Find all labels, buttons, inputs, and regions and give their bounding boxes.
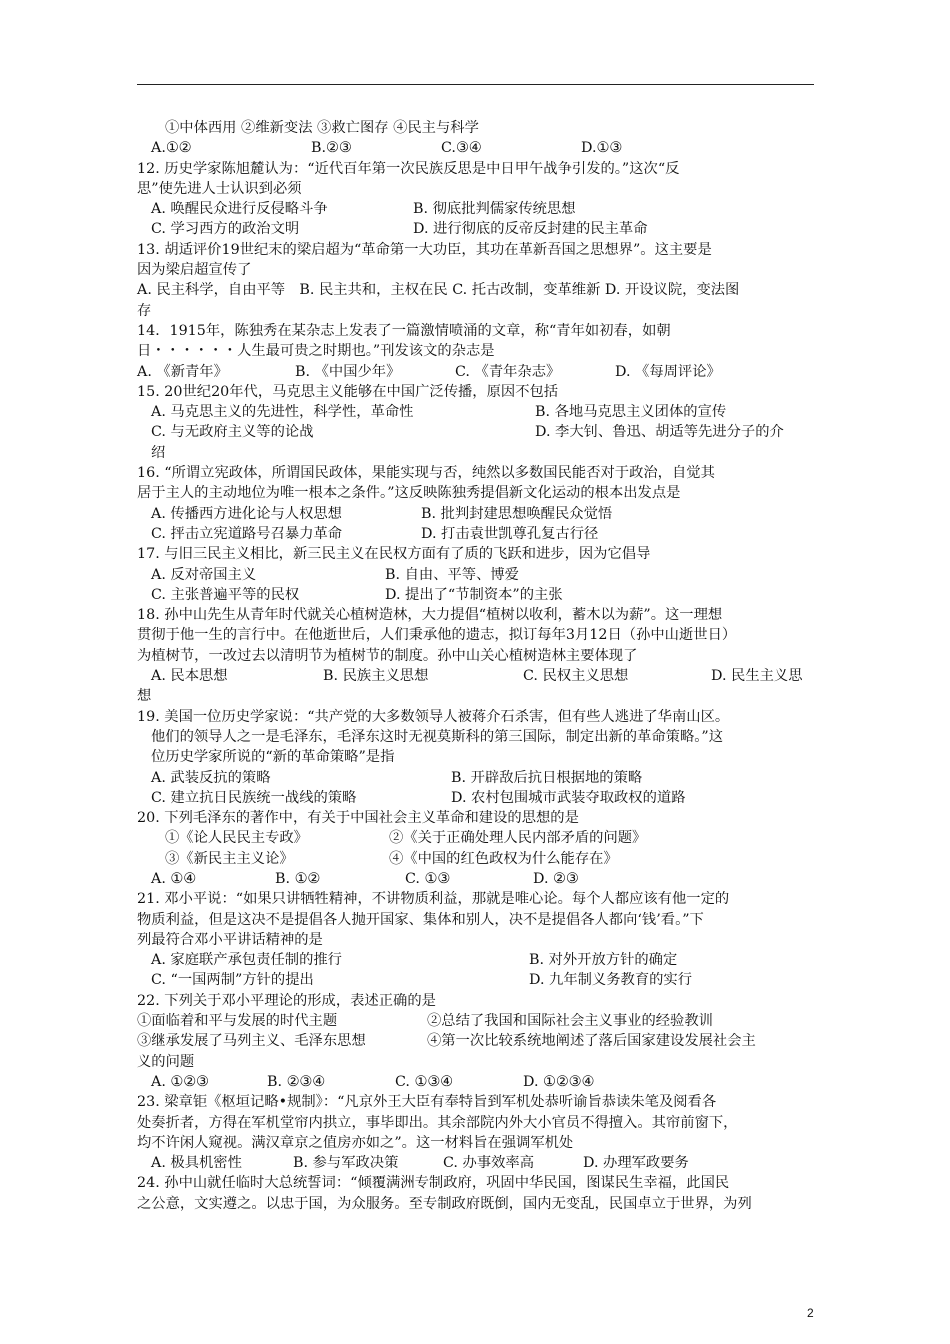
text-line xyxy=(137,260,817,280)
text-line xyxy=(137,788,817,808)
text-line xyxy=(137,1052,817,1072)
text-line xyxy=(137,1133,817,1153)
header-rule xyxy=(137,84,814,85)
text-segment: 位历史学家所说的“新的革命策略”是指 xyxy=(151,749,395,766)
text-line xyxy=(137,219,817,239)
text-segment: 日・・・・・・人生最可贵之时期也。”刊发该文的杂志是 xyxy=(137,343,495,360)
text-segment: C. 学习西方的政治文明 xyxy=(151,221,300,238)
text-segment: B. 各地马克思主义团体的宣传 xyxy=(535,404,727,421)
text-line xyxy=(137,1092,817,1112)
text-line xyxy=(137,362,817,382)
text-line xyxy=(137,504,817,524)
text-segment: A. 《新青年》 xyxy=(137,363,228,380)
text-segment: A. ①④ xyxy=(151,870,197,887)
text-line xyxy=(137,828,817,848)
text-segment: B. 《中国少年》 xyxy=(295,363,401,380)
text-segment: A. 唤醒民众进行反侵略斗争 xyxy=(151,201,328,218)
text-line xyxy=(137,666,817,686)
text-segment: 22. 下列关于邓小平理论的形成，表述正确的是 xyxy=(137,992,436,1009)
page-number: 2 xyxy=(807,1306,814,1320)
text-line xyxy=(137,1194,817,1214)
text-segment: B. 民族主义思想 xyxy=(323,668,429,685)
text-line xyxy=(137,565,817,585)
text-segment: 18. 孙中山先生从青年时代就关心植树造林，大力提倡“植树以收利，蓄木以为薪”。这一理想 xyxy=(137,607,723,624)
text-segment: 均不许闲人窥视。满汉章京之值房亦如之”。这一材料旨在强调军机处 xyxy=(137,1134,574,1151)
text-line xyxy=(137,341,817,361)
text-line xyxy=(137,179,817,199)
text-line xyxy=(137,240,817,260)
text-segment: A. ①②③ xyxy=(151,1073,209,1090)
text-segment: A. 武装反抗的策略 xyxy=(151,769,271,786)
text-segment: 物质利益，但是这决不是提倡各人抛开国家、集体和别人，决不是提倡各人都向‘钱’看。”下 xyxy=(137,911,704,928)
text-segment: 16. “所谓立宪政体，所谓国民政体，果能实现与否，纯然以多数国民能否对于政治，自觉其 xyxy=(137,465,715,482)
text-segment: A. 极具机密性 xyxy=(151,1155,242,1172)
text-segment: ②《关于正确处理人民内部矛盾的问题》 xyxy=(389,830,647,847)
text-line xyxy=(137,443,817,463)
text-segment: C.③④ xyxy=(441,140,482,157)
text-segment: B.②③ xyxy=(311,140,352,157)
text-segment: C. “一国两制”方针的提出 xyxy=(151,972,314,989)
text-segment: ①《论人民民主专政》 xyxy=(165,830,308,847)
text-line xyxy=(137,524,817,544)
text-line xyxy=(137,382,817,402)
text-segment: B. 对外开放方针的确定 xyxy=(529,952,678,969)
text-line xyxy=(137,625,817,645)
text-segment: 23. 梁章钜《枢垣记略•规制》：“凡京外王大臣有奉特旨到军机处恭听谕旨恭读朱笔及阅看各 xyxy=(137,1094,717,1111)
text-line xyxy=(137,199,817,219)
text-line xyxy=(137,869,817,889)
text-segment: ④第一次比较系统地阐述了落后国家建设发展社会主 xyxy=(427,1033,756,1050)
text-segment: 12. 历史学家陈旭麓认为：“近代百年第一次民族反思是中日甲午战争引发的。”这次“反 xyxy=(137,160,680,177)
text-segment: ②总结了我国和国际社会主义事业的经验教训 xyxy=(427,1013,713,1030)
text-segment: C. 办事效率高 xyxy=(443,1155,535,1172)
text-line xyxy=(137,991,817,1011)
text-segment: 列最符合邓小平讲话精神的是 xyxy=(137,931,323,948)
text-segment: D. 提出了“节制资本”的主张 xyxy=(385,586,563,603)
text-segment: ①中体西用 ②维新变法 ③救亡图存 ④民主与科学 xyxy=(165,120,479,136)
text-segment: 义的问题 xyxy=(137,1053,195,1070)
text-line xyxy=(137,585,817,605)
text-segment: 19. 美国一位历史学家说：“共产党的大多数领导人被蒋介石杀害，但有些人逃进了华南山区。 xyxy=(137,708,730,725)
text-segment: D. 打击袁世凯尊孔复古行径 xyxy=(421,525,599,542)
text-line xyxy=(137,118,817,138)
text-segment: ①面临着和平与发展的时代主题 xyxy=(137,1013,338,1030)
text-segment: D. 进行彻底的反帝反封建的民主革命 xyxy=(413,221,648,238)
text-segment: 17. 与旧三民主义相比，新三民主义在民权方面有了质的飞跃和进步，因为它倡导 xyxy=(137,546,651,563)
text-line xyxy=(137,707,817,727)
text-segment: 之公意，文实遵之。以忠于国，为众服务。至专制政府既倒，国内无变乱，民国卓立于世界，为列 xyxy=(137,1195,752,1212)
text-segment: 思”使先进人士认识到必须 xyxy=(137,180,302,197)
text-line xyxy=(137,1072,817,1092)
text-segment: C. 与无政府主义等的论战 xyxy=(151,424,314,441)
text-segment: B. ①② xyxy=(275,870,321,887)
text-segment: B. 彻底批判儒家传统思想 xyxy=(413,201,576,218)
text-segment: C. 民权主义思想 xyxy=(523,668,629,685)
text-segment: D. 《每周评论》 xyxy=(615,363,721,380)
text-line xyxy=(137,301,817,321)
text-segment: C. ①③ xyxy=(405,870,451,887)
text-line xyxy=(137,483,817,503)
text-segment: B. 自由、平等、博爱 xyxy=(385,566,519,583)
text-segment: 贯彻于他一生的言行中。在他逝世后，人们秉承他的遗志，拟订每年3月12日（孙中山逝世日） xyxy=(137,627,737,644)
text-line xyxy=(137,1153,817,1173)
text-segment: 存 xyxy=(137,302,152,319)
text-segment: 20. 下列毛泽东的著作中，有关于中国社会主义革命和建设的思想的是 xyxy=(137,810,579,827)
text-segment: B. ②③④ xyxy=(267,1073,326,1090)
text-segment: A. 民本思想 xyxy=(151,668,228,685)
text-segment: A. 传播西方进化论与人权思想 xyxy=(151,505,342,522)
text-segment: D. 九年制义务教育的实行 xyxy=(529,972,693,989)
text-line xyxy=(137,646,817,666)
text-line xyxy=(137,463,817,483)
text-segment: B. 参与军政决策 xyxy=(293,1155,399,1172)
text-segment: D. 办理军政要务 xyxy=(583,1155,689,1172)
text-segment: 24. 孙中山就任临时大总统誓词：“倾覆满洲专制政府，巩固中华民国，图谋民生幸福，此国民 xyxy=(137,1175,730,1192)
text-line xyxy=(137,686,817,706)
text-segment: D. ②③ xyxy=(533,870,579,887)
text-line xyxy=(137,950,817,970)
text-segment: C. 主张普遍平等的民权 xyxy=(151,586,300,603)
text-line xyxy=(137,544,817,564)
text-segment: 13. 胡适评价19世纪末的梁启超为“革命第一大功臣，其功在革新吾国之思想界”。这主要是 xyxy=(137,241,712,258)
text-segment: B. 开辟敌后抗日根据地的策略 xyxy=(451,769,643,786)
text-segment: 处奏折者，方得在军机堂帘内拱立，事毕即出。其余部院内外大小官员不得擅入。其帘前窗下， xyxy=(137,1114,738,1131)
text-segment: 想 xyxy=(137,688,152,705)
text-line xyxy=(137,1173,817,1193)
text-line xyxy=(137,1031,817,1051)
text-segment: A. 马克思主义的先进性，科学性，革命性 xyxy=(151,404,414,421)
text-line xyxy=(137,159,817,179)
text-segment: B. 批判封建思想唤醒民众觉悟 xyxy=(421,505,613,522)
text-line xyxy=(137,849,817,869)
text-line xyxy=(137,1011,817,1031)
text-line xyxy=(137,747,817,767)
text-segment: 绍 xyxy=(151,444,166,461)
text-line xyxy=(137,280,817,300)
text-segment: A. 反对帝国主义 xyxy=(151,566,257,583)
text-segment: ④《中国的红色政权为什么能存在》 xyxy=(389,850,618,867)
text-line xyxy=(137,808,817,828)
text-line xyxy=(137,138,817,158)
text-segment: D. 民生主义思 xyxy=(711,668,803,685)
text-segment: C. 《青年杂志》 xyxy=(455,363,561,380)
text-segment: 居于主人的主动地位为唯一根本之条件。”这反映陈独秀提倡新文化运动的根本出发点是 xyxy=(137,485,681,502)
text-segment: 21. 邓小平说：“如果只讲牺牲精神，不讲物质利益，那就是唯心论。每个人都应该有他一定的 xyxy=(137,891,730,908)
text-line xyxy=(137,768,817,788)
text-line xyxy=(137,930,817,950)
text-segment: D. 李大钊、鲁迅、胡适等先进分子的介 xyxy=(535,424,784,441)
text-segment: C. ①③④ xyxy=(395,1073,453,1090)
text-segment: 为植树节，一改过去以清明节为植树节的制度。孙中山关心植树造林主要体现了 xyxy=(137,647,638,664)
text-line xyxy=(137,889,817,909)
text-line xyxy=(137,402,817,422)
text-line xyxy=(137,727,817,747)
text-segment: 14．1915年，陈独秀在某杂志上发表了一篇激情喷涌的文章，称“青年如初春，如朝 xyxy=(137,322,671,339)
text-line xyxy=(137,422,817,442)
text-line xyxy=(137,1113,817,1133)
text-segment: 他们的领导人之一是毛泽东，毛泽东这时无视莫斯科的第三国际，制定出新的革命策略。”这 xyxy=(151,728,724,745)
document-body xyxy=(137,118,817,1214)
text-segment: A. 民主科学，自由平等 B. 民主共和，主权在民 C. 托古改制，变革维新 D. 开设议院，变法图 xyxy=(137,282,740,299)
text-segment: D.①③ xyxy=(581,140,623,157)
text-line xyxy=(137,970,817,990)
text-segment: D. 农村包围城市武装夺取政权的道路 xyxy=(451,789,686,806)
text-segment: ③继承发展了马列主义、毛泽东思想 xyxy=(137,1033,366,1050)
text-segment: C. 建立抗日民族统一战线的策略 xyxy=(151,789,357,806)
text-segment: ③《新民主主义论》 xyxy=(165,850,294,867)
text-segment: 因为梁启超宣传了 xyxy=(137,262,252,279)
text-segment: C. 抨击立宪道路号召暴力革命 xyxy=(151,525,343,542)
text-segment: A.①② xyxy=(151,140,192,157)
text-line xyxy=(137,910,817,930)
text-line xyxy=(137,605,817,625)
text-segment: A. 家庭联产承包责任制的推行 xyxy=(151,952,342,969)
text-segment: 15. 20世纪20年代，马克思主义能够在中国广泛传播，原因不包括 xyxy=(137,383,559,400)
text-segment: D. ①②③④ xyxy=(523,1073,595,1090)
text-line xyxy=(137,321,817,341)
